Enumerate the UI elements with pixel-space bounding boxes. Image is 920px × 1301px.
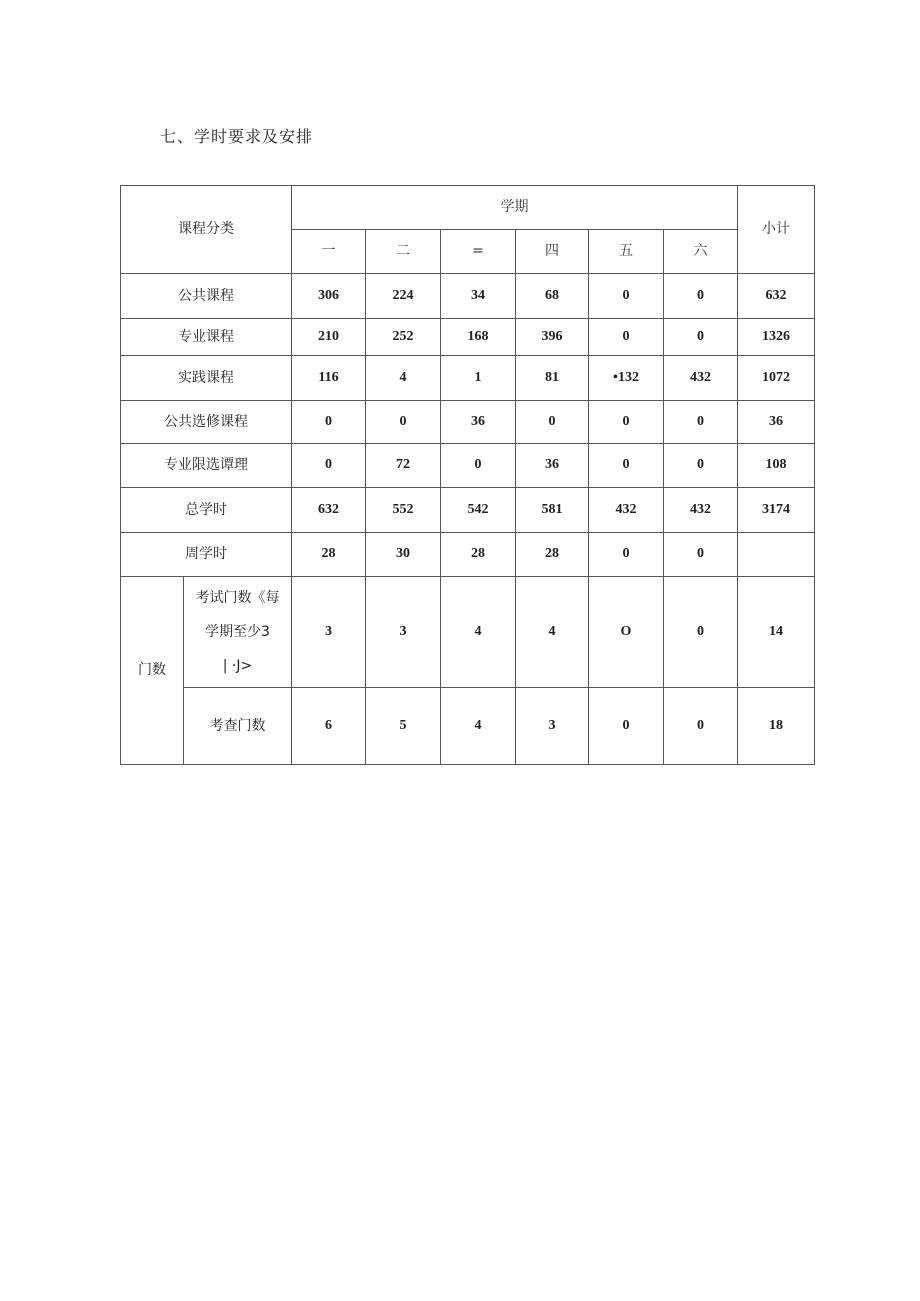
term-5: 五 xyxy=(589,230,664,274)
exam-count-row xyxy=(121,577,815,688)
cell-value: 396 xyxy=(516,319,589,356)
row-label: 总学时 xyxy=(121,488,292,533)
exam-label-line: 学期至少3 xyxy=(205,624,270,640)
row-total: 18 xyxy=(738,688,815,765)
row-total xyxy=(738,533,815,577)
cell-value: 0 xyxy=(366,401,441,444)
cell-value: 36 xyxy=(516,444,589,488)
cell-value: 68 xyxy=(516,274,589,319)
cell-value: 0 xyxy=(589,688,664,765)
check-count-label: 考查门数 xyxy=(184,688,292,765)
cell-value: 252 xyxy=(366,319,441,356)
cell-value: 224 xyxy=(366,274,441,319)
row-label: 周学时 xyxy=(121,533,292,577)
table-row xyxy=(121,274,815,319)
row-label: 实践课程 xyxy=(121,356,292,401)
cell-value: 0 xyxy=(589,274,664,319)
cell-value: 0 xyxy=(516,401,589,444)
term-2: 二 xyxy=(366,230,441,274)
cell-value: 1 xyxy=(441,356,516,401)
row-label: 专业课程 xyxy=(121,319,292,356)
cell-value: 432 xyxy=(664,488,738,533)
table-row xyxy=(121,444,815,488)
cell-value: 4 xyxy=(516,577,589,688)
row-label: 公共课程 xyxy=(121,274,292,319)
cell-value: 0 xyxy=(589,401,664,444)
cell-value: 432 xyxy=(589,488,664,533)
subtotal-header: 小计 xyxy=(738,186,815,274)
cell-value: 0 xyxy=(664,688,738,765)
cell-value: 72 xyxy=(366,444,441,488)
term-3: = xyxy=(441,230,516,274)
cell-value: 0 xyxy=(589,319,664,356)
row-label: 公共选修课程 xyxy=(121,401,292,444)
cell-value: •132 xyxy=(589,356,664,401)
cell-value: 210 xyxy=(292,319,366,356)
row-total: 632 xyxy=(738,274,815,319)
cell-value: 581 xyxy=(516,488,589,533)
cell-value: 5 xyxy=(366,688,441,765)
term-6: 六 xyxy=(664,230,738,274)
cell-value: 0 xyxy=(292,401,366,444)
cell-value: 0 xyxy=(664,577,738,688)
cell-value: 168 xyxy=(441,319,516,356)
cell-value: 116 xyxy=(292,356,366,401)
cell-value: 0 xyxy=(664,401,738,444)
table-row xyxy=(121,533,815,577)
cell-value: 542 xyxy=(441,488,516,533)
count-group-label: 门数 xyxy=(121,577,184,765)
table-row xyxy=(121,319,815,356)
row-total: 3174 xyxy=(738,488,815,533)
cell-value: 4 xyxy=(366,356,441,401)
cell-value: 0 xyxy=(589,444,664,488)
cell-value: 36 xyxy=(441,401,516,444)
cell-value: 0 xyxy=(589,533,664,577)
cell-value: 3 xyxy=(516,688,589,765)
section-heading: 七、学时要求及安排 xyxy=(160,127,314,146)
cell-value: 28 xyxy=(441,533,516,577)
term-1: 一 xyxy=(292,230,366,274)
cell-value: 81 xyxy=(516,356,589,401)
row-label: 专业限选谭理 xyxy=(121,444,292,488)
term-header: 学期 xyxy=(292,186,738,230)
exam-count-label xyxy=(184,577,292,688)
table-row xyxy=(121,401,815,444)
cell-value: O xyxy=(589,577,664,688)
table-row xyxy=(121,356,815,401)
cell-value: 3 xyxy=(366,577,441,688)
exam-label-line: 考试门数《每 xyxy=(195,590,280,606)
cell-value: 0 xyxy=(664,444,738,488)
cell-value: 34 xyxy=(441,274,516,319)
check-count-row xyxy=(121,688,815,765)
cell-value: 0 xyxy=(664,274,738,319)
table-row xyxy=(121,488,815,533)
hours-table xyxy=(120,185,815,765)
cell-value: 4 xyxy=(441,577,516,688)
cell-value: 552 xyxy=(366,488,441,533)
cell-value: 0 xyxy=(664,319,738,356)
category-header: 课程分类 xyxy=(121,186,292,274)
row-total: 108 xyxy=(738,444,815,488)
cell-value: 4 xyxy=(441,688,516,765)
cell-value: 432 xyxy=(664,356,738,401)
exam-label-line: | ·J> xyxy=(222,658,253,674)
cell-value: 28 xyxy=(292,533,366,577)
term-4: 四 xyxy=(516,230,589,274)
row-total: 36 xyxy=(738,401,815,444)
row-total: 1326 xyxy=(738,319,815,356)
cell-value: 6 xyxy=(292,688,366,765)
cell-value: 632 xyxy=(292,488,366,533)
cell-value: 0 xyxy=(441,444,516,488)
cell-value: 28 xyxy=(516,533,589,577)
row-total: 1072 xyxy=(738,356,815,401)
cell-value: 0 xyxy=(664,533,738,577)
cell-value: 0 xyxy=(292,444,366,488)
row-total: 14 xyxy=(738,577,815,688)
cell-value: 3 xyxy=(292,577,366,688)
cell-value: 30 xyxy=(366,533,441,577)
cell-value: 306 xyxy=(292,274,366,319)
